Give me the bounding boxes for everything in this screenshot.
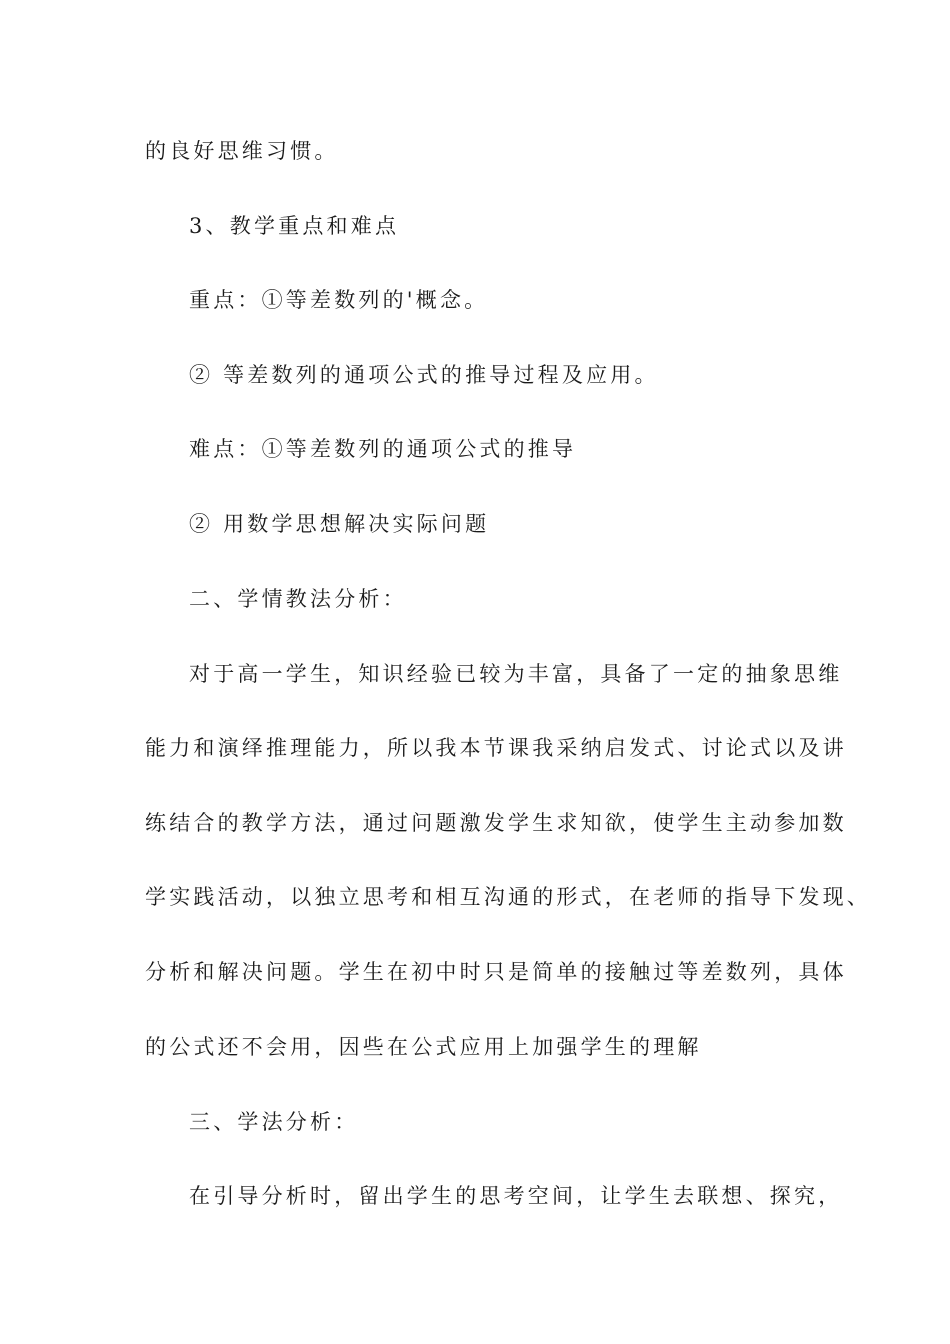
section-heading: 二、学情教法分析：: [189, 587, 407, 611]
paragraph-line: 在引导分析时，留出学生的思考空间，让学生去联想、探究，: [189, 1184, 843, 1208]
paragraph-line: 重点：①等差数列的'概念。: [189, 288, 489, 312]
paragraph-line: 学实践活动，以独立思考和相互沟通的形式，在老师的指导下发现、: [145, 885, 871, 909]
paragraph-line: 难点：①等差数列的通项公式的推导: [189, 437, 577, 461]
paragraph-line: 的公式还不会用，因些在公式应用上加强学生的理解: [145, 1035, 702, 1059]
paragraph-line: 分析和解决问题。学生在初中时只是简单的接触过等差数列，具体: [145, 960, 847, 984]
section-heading: 3、教学重点和难点: [189, 214, 400, 238]
paragraph-line: 对于高一学生，知识经验已较为丰富，具备了一定的抽象思维: [189, 662, 843, 686]
paragraph-line: ② 用数学思想解决实际问题: [189, 512, 490, 536]
paragraph-line: 的良好思维习惯。: [145, 139, 339, 163]
paragraph-line: ② 等差数列的通项公式的推导过程及应用。: [189, 363, 659, 387]
paragraph-line: 能力和演绎推理能力，所以我本节课我采纳启发式、讨论式以及讲: [145, 736, 847, 760]
paragraph-line: 练结合的教学方法，通过问题激发学生求知欲，使学生主动参加数: [145, 811, 847, 835]
section-heading: 三、学法分析：: [189, 1110, 359, 1134]
